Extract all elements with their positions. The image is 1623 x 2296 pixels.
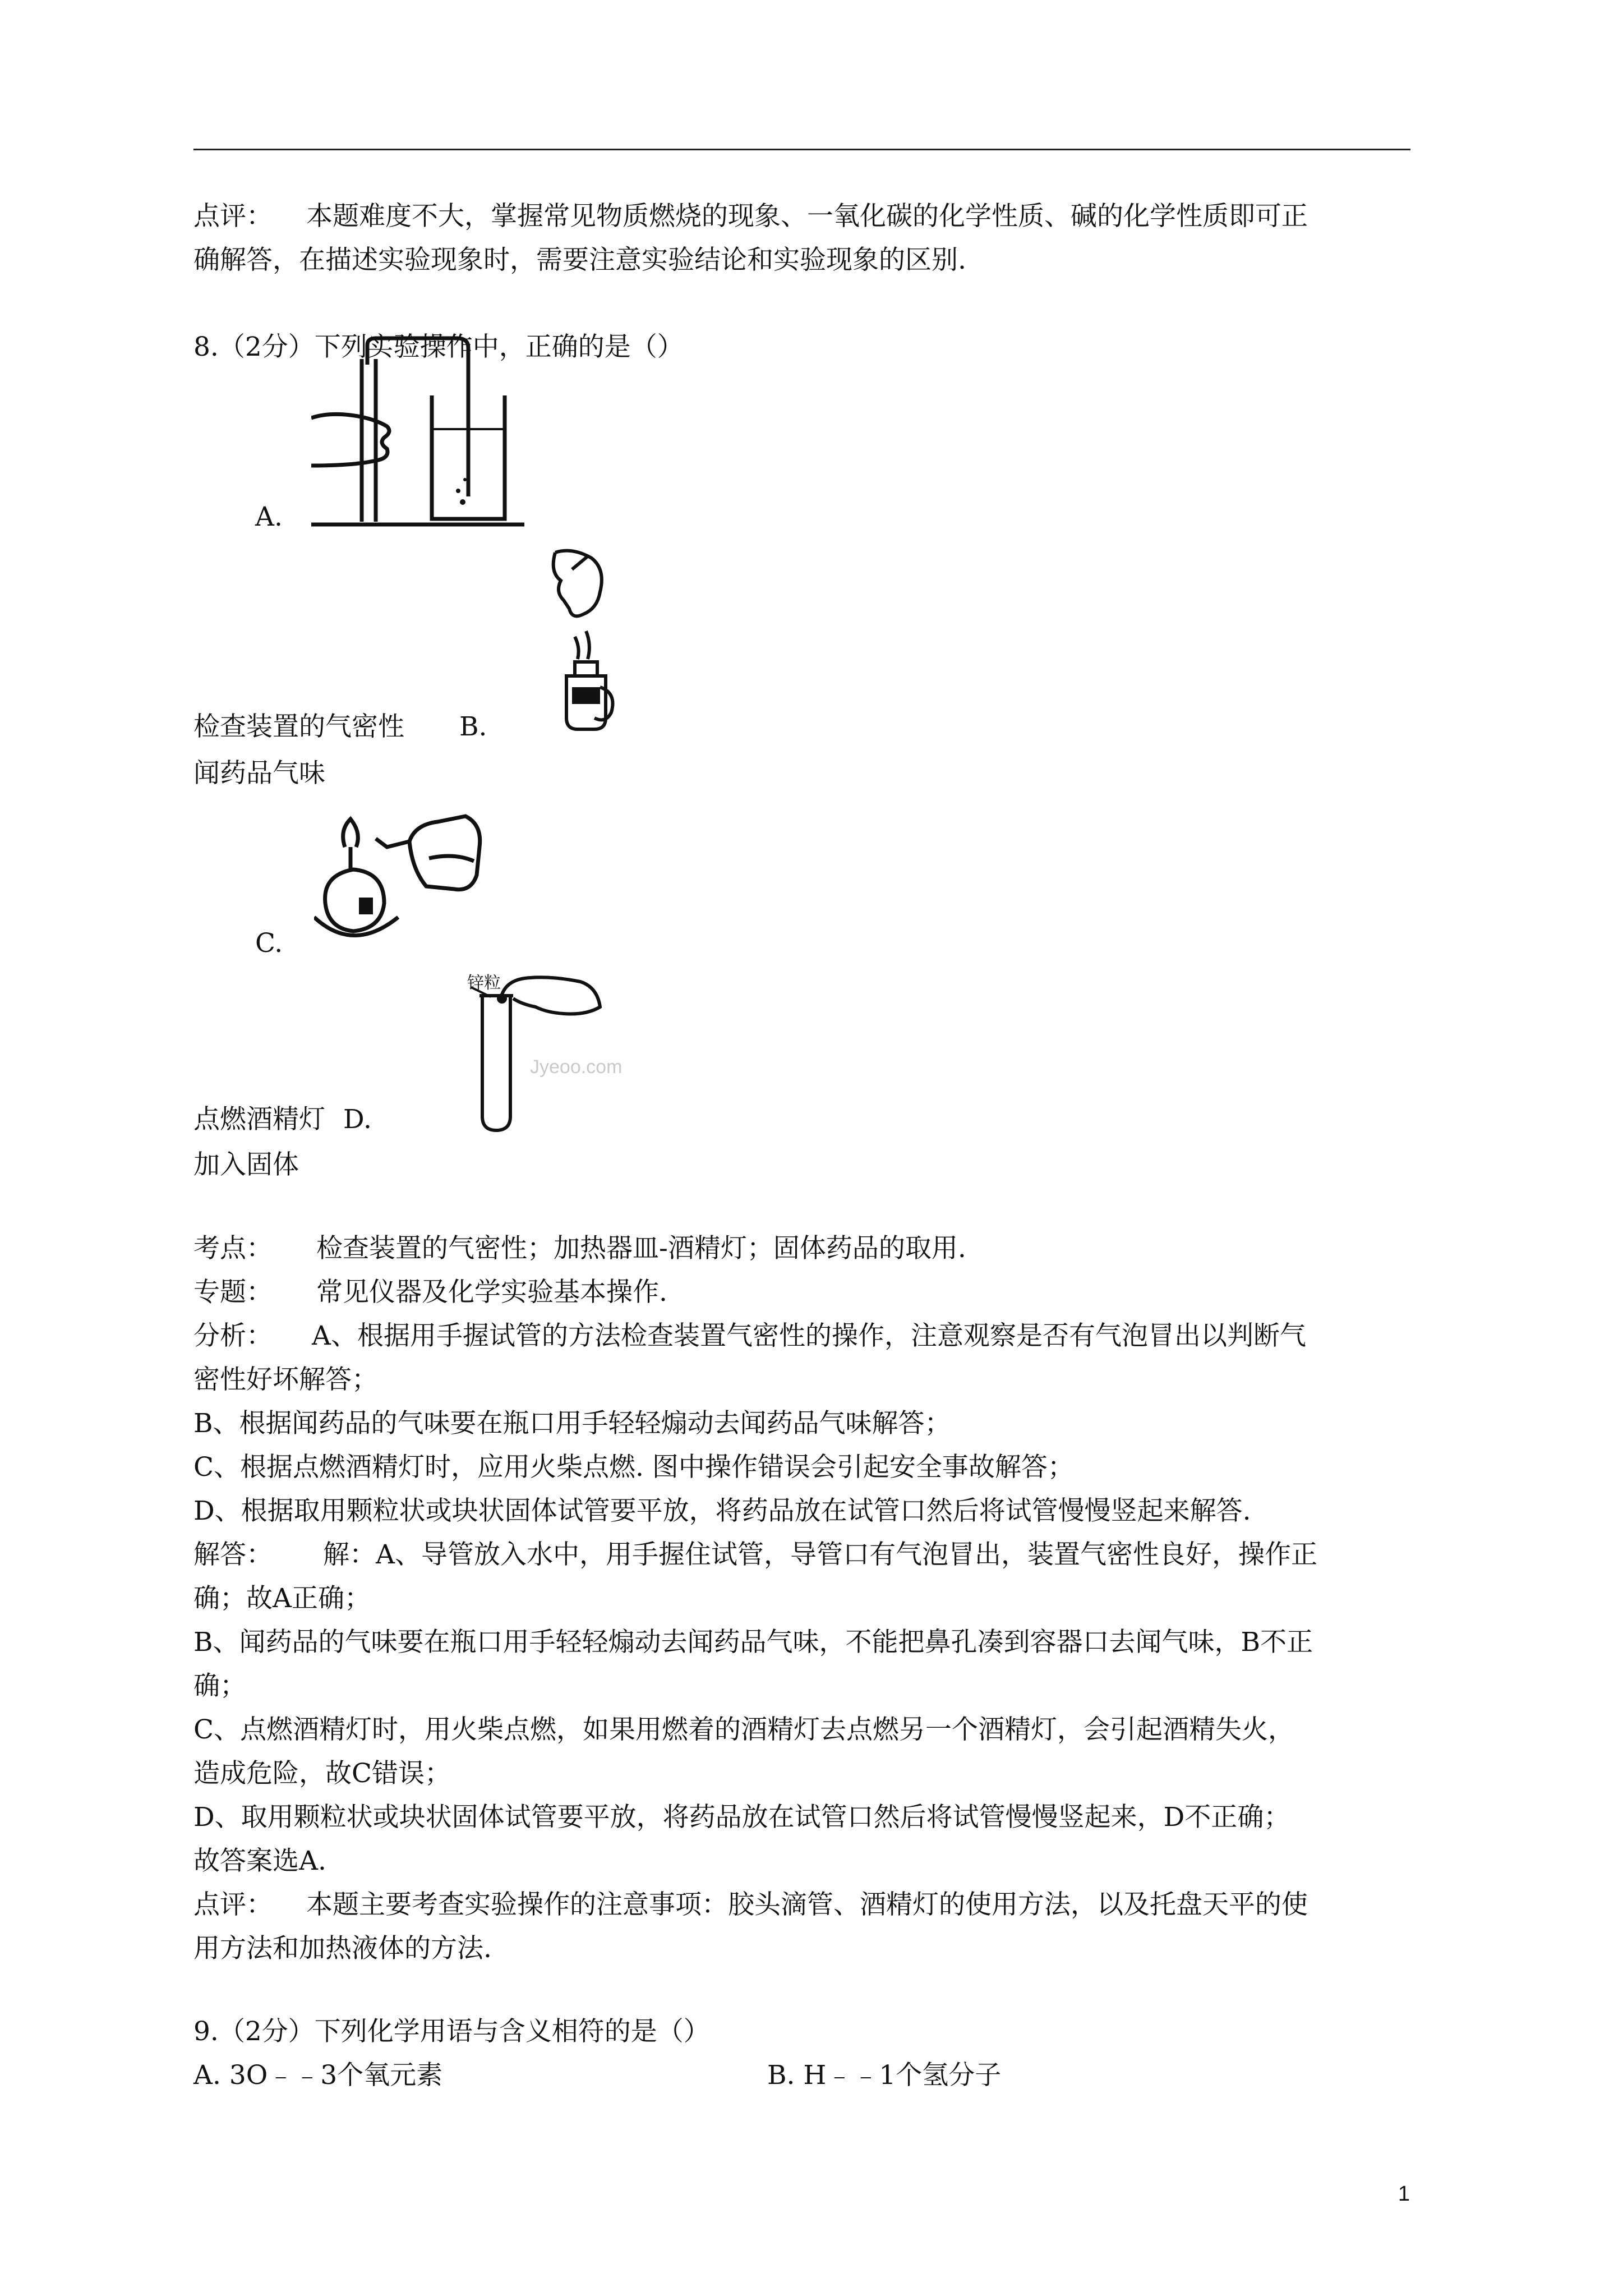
fenxi-line-2: B、根据闻药品的气味要在瓶口用手轻轻煽动去闻药品气味解答； xyxy=(193,1408,951,1439)
zhuanti-label: 专题： xyxy=(193,1277,273,1308)
q8-option-c-caption-line xyxy=(193,1106,372,1133)
jieda-line-3b: 造成危险，故C错误； xyxy=(193,1758,451,1789)
fig-d-add-solid xyxy=(468,973,606,1133)
kaodian-line xyxy=(193,1235,966,1262)
q8-option-b-letter: B. xyxy=(459,711,487,742)
q9-option-a: A. 3O﹣﹣3个氧元素 xyxy=(193,2060,443,2091)
q8-option-c-letter: C. xyxy=(255,928,283,959)
dianping-line-2: 用方法和加热液体的方法. xyxy=(193,1933,492,1964)
fig-a-airtightness xyxy=(311,334,530,527)
q8-option-d-caption: 加入固体 xyxy=(193,1149,299,1180)
kaodian-label: 考点： xyxy=(193,1233,273,1264)
fig-d-label: 锌粒 xyxy=(467,973,501,993)
review-text-1: 本题难度不大，掌握常见物质燃烧的现象、一氧化碳的化学性质、碱的化学性质即可正 xyxy=(306,201,1308,232)
jieda-line-2: B、闻药品的气味要在瓶口用手轻轻煽动去闻药品气味，不能把鼻孔凑到容器口去闻气味，B不正 xyxy=(193,1627,1313,1658)
jieda-text-1: 解：A、导管放入水中，用手握住试管，导管口有气泡冒出，装置气密性良好，操作正 xyxy=(323,1539,1317,1570)
fenxi-text-1: A、根据用手握试管的方法检查装置气密性的操作，注意观察是否有气泡冒出以判断气 xyxy=(312,1320,1306,1351)
header-rule xyxy=(193,149,1410,150)
fenxi-line-1b: 密性好坏解答； xyxy=(193,1364,378,1395)
fig-c-light-alcohol-lamp xyxy=(314,808,488,954)
q8-option-d-letter: D. xyxy=(343,1104,372,1135)
fig-b-smell-chemical xyxy=(538,547,623,735)
dianping-label: 点评： xyxy=(193,1889,273,1920)
q8-option-a-caption-line xyxy=(193,711,487,742)
fenxi-line-4: D、根据取用颗粒状或块状固体试管要平放，将药品放在试管口然后将试管慢慢竖起来解答. xyxy=(193,1496,1251,1526)
jieda-line-1b: 确；故A正确； xyxy=(193,1583,371,1614)
zhuanti-text: 常见仪器及化学实验基本操作. xyxy=(316,1277,667,1308)
page-number: 1 xyxy=(1398,2182,1410,2206)
jieda-line-3: C、点燃酒精灯时，用火柴点燃，如果用燃着的酒精灯去点燃另一个酒精灯，会引起酒精失火， xyxy=(193,1714,1294,1745)
dianping-text-1: 本题主要考查实验操作的注意事项：胶头滴管、酒精灯的使用方法，以及托盘天平的使 xyxy=(306,1889,1308,1920)
q9-option-b: B. H﹣﹣1个氢分子 xyxy=(767,2060,1002,2091)
q9-stem: 9.（2分）下列化学用语与含义相符的是（） xyxy=(193,2016,710,2047)
fenxi-line-3: C、根据点燃酒精灯时，应用火柴点燃. 图中操作错误会引起安全事故解答； xyxy=(193,1452,1074,1483)
watermark: Jyeoo.com xyxy=(530,1056,623,1078)
jieda-line-1 xyxy=(193,1539,1317,1570)
review-label: 点评： xyxy=(193,201,273,232)
fenxi-label: 分析： xyxy=(193,1320,273,1351)
review-line-2: 确解答，在描述实验现象时，需要注意实验结论和实验现象的区别. xyxy=(193,245,966,275)
q8-option-b-caption: 闻药品气味 xyxy=(193,758,325,789)
jieda-line-2b: 确； xyxy=(193,1671,246,1701)
jieda-label: 解答： xyxy=(193,1539,273,1570)
review-line-1 xyxy=(193,201,1308,232)
fenxi-line-1 xyxy=(193,1320,1306,1351)
kaodian-text: 检查装置的气密性；加热器皿-酒精灯；固体药品的取用. xyxy=(316,1233,966,1264)
jieda-line-4: D、取用颗粒状或块状固体试管要平放，将药品放在试管口然后将试管慢慢竖起来，D不正确； xyxy=(193,1802,1290,1833)
zhuanti-line xyxy=(193,1277,667,1308)
jieda-line-5: 故答案选A. xyxy=(193,1846,326,1876)
dianping-line-1 xyxy=(193,1889,1308,1920)
q8-option-a-caption: 检查装置的气密性 xyxy=(193,711,404,742)
q8-stem: 8.（2分）下列实验操作中，正确的是（） xyxy=(193,332,684,362)
q8-option-c-caption: 点燃酒精灯 xyxy=(193,1104,325,1135)
q8-option-a-letter: A. xyxy=(255,501,283,532)
